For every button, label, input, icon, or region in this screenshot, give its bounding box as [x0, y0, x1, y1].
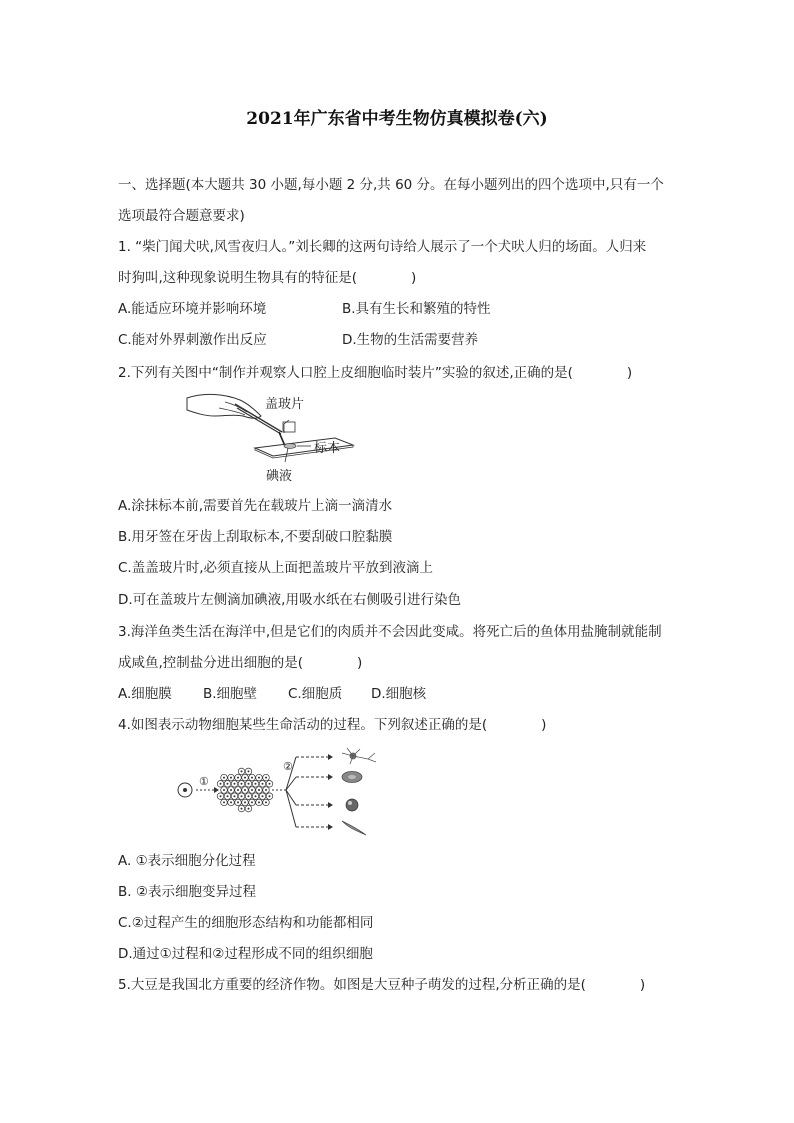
- q2-stem-line1: 2.下列有关图中“制作并观察人口腔上皮细胞临时装片”实验的叙述,正确的是( ): [118, 365, 633, 381]
- q1-option-d: D.生物的生活需要营养: [342, 332, 479, 348]
- section-instruction-line2: 选项最符合题意要求): [118, 208, 245, 224]
- q2-option-a: A.涂抹标本前,需要首先在载玻片上滴一滴清水: [118, 498, 393, 514]
- figure-label-step1: ①: [199, 775, 209, 788]
- q3-option-c: C.细胞质: [288, 686, 343, 702]
- q1-option-b: B.具有生长和繁殖的特性: [342, 301, 491, 317]
- section-instruction-line1: 一、选择题(本大题共 30 小题,每小题 2 分,共 60 分。在每小题列出的四个选项中,只有一个: [118, 177, 664, 193]
- figure-label-step2: ②: [283, 760, 293, 773]
- figure-label-specimen: 标本: [314, 441, 341, 456]
- figure-label-coverslip: 盖玻片: [265, 397, 305, 412]
- q2-option-b: B.用牙签在牙齿上刮取标本,不要刮破口腔黏膜: [118, 529, 393, 545]
- q1-stem-line2: 时狗叫,这种现象说明生物具有的特征是( ): [118, 270, 417, 286]
- q4-option-b: B. ②表示细胞变异过程: [118, 884, 256, 900]
- q3-option-a: A.细胞膜: [118, 686, 172, 702]
- q4-option-d: D.通过①过程和②过程形成不同的组织细胞: [118, 946, 373, 962]
- page-title: 2021年广东省中考生物仿真模拟卷(六): [246, 109, 548, 129]
- q1-option-c: C.能对外界刺激作出反应: [118, 332, 267, 348]
- figure-label-iodine: 碘液: [266, 469, 293, 484]
- q5-stem-line1: 5.大豆是我国北方重要的经济作物。如图是大豆种子萌发的过程,分析正确的是( ): [118, 977, 646, 993]
- q3-option-d: D.细胞核: [371, 686, 427, 702]
- cell-division-differentiation-figure: [172, 745, 382, 840]
- q3-stem-line1: 3.海洋鱼类生活在海洋中,但是它们的肉质并不会因此变咸。将死亡后的鱼体用盐腌制就能制: [118, 624, 662, 640]
- q1-option-a: A.能适应环境并影响环境: [118, 301, 267, 317]
- q2-option-c: C.盖盖玻片时,必须直接从上面把盖玻片平放到液滴上: [118, 560, 434, 576]
- q3-stem-line2: 成咸鱼,控制盐分进出细胞的是( ): [118, 655, 363, 671]
- q3-option-b: B.细胞壁: [203, 686, 258, 702]
- q1-stem-line1: 1. “柴门闻犬吠,风雪夜归人。”刘长卿的这两句诗给人展示了一个犬吠人归的场面。人归来: [118, 239, 647, 255]
- q4-stem-line1: 4.如图表示动物细胞某些生命活动的过程。下列叙述正确的是( ): [118, 717, 547, 733]
- q4-option-a: A. ①表示细胞分化过程: [118, 853, 256, 869]
- q2-option-d: D.可在盖玻片左侧滴加碘液,用吸水纸在右侧吸引进行染色: [118, 592, 461, 608]
- q4-option-c: C.②过程产生的细胞形态结构和功能都相同: [118, 915, 374, 931]
